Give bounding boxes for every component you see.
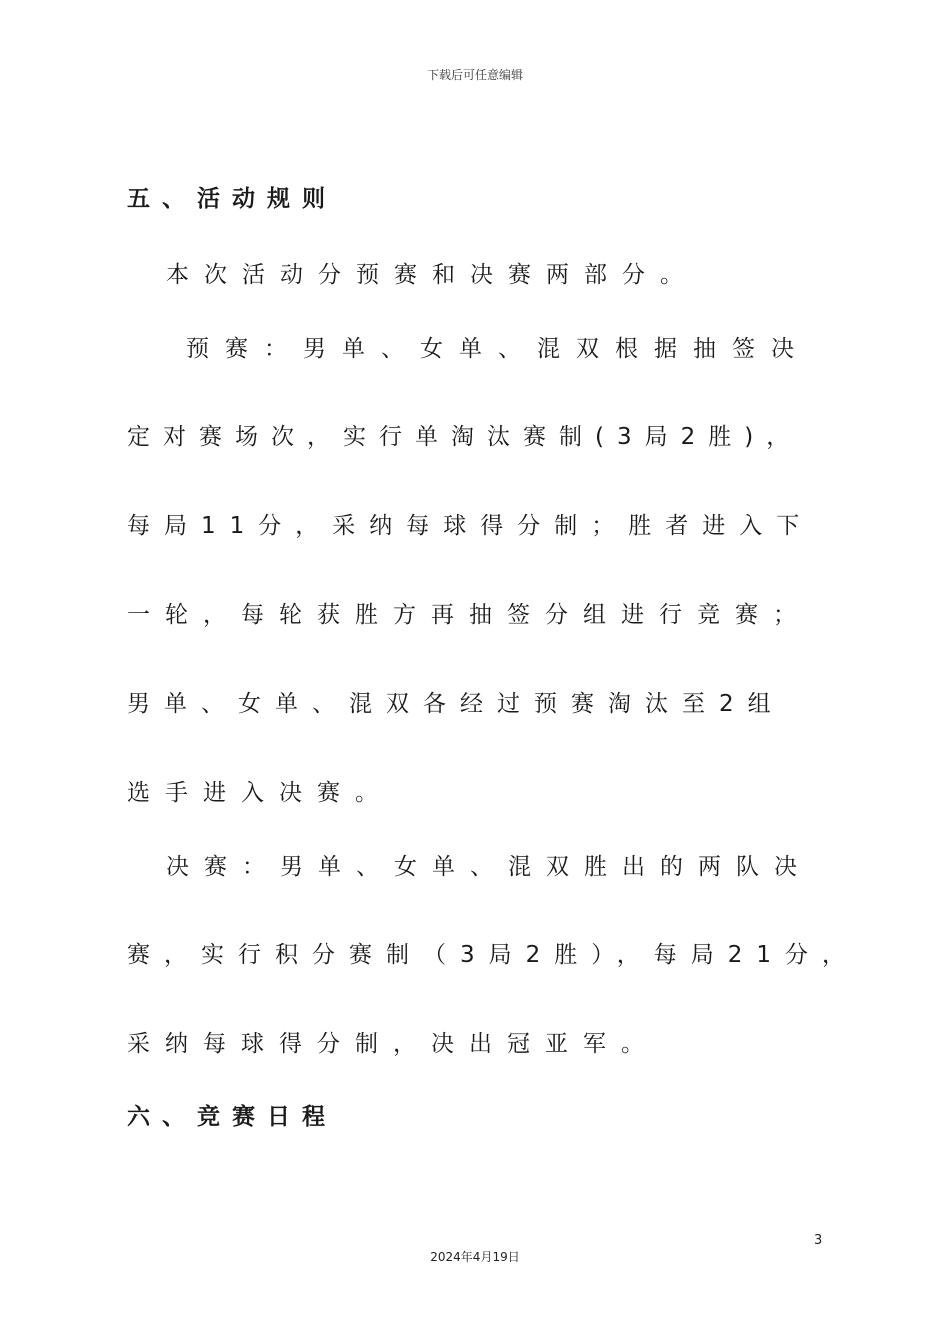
section-heading-rules: 五、活动规则 bbox=[127, 186, 337, 212]
footer-date: 2024年4月19日 bbox=[430, 1250, 520, 1264]
header-note: 下载后可任意编辑 bbox=[426, 68, 523, 82]
paragraph-line: 赛，实行积分赛制（3局2胜），每局21分， bbox=[127, 942, 860, 968]
paragraph-line: 采纳每球得分制，决出冠亚军。 bbox=[127, 1031, 659, 1057]
section-heading-schedule: 六、竞赛日程 bbox=[127, 1104, 337, 1130]
paragraph-line: 决赛：男单、女单、混双胜出的两队决 bbox=[166, 854, 812, 880]
paragraph-line: 选手进入决赛。 bbox=[127, 780, 393, 806]
paragraph-line: 一轮，每轮获胜方再抽签分组进行竞赛； bbox=[127, 602, 811, 628]
paragraph-line: 每局11分，采纳每球得分制；胜者进入下 bbox=[127, 513, 814, 539]
paragraph-line: 定对赛场次，实行单淘汰赛制(3局2胜)， bbox=[127, 424, 803, 450]
paragraph-line: 预赛：男单、女单、混双根据抽签决 bbox=[186, 336, 810, 362]
page-number: 3 bbox=[814, 1233, 823, 1248]
paragraph-line: 男单、女单、混双各经过预赛淘汰至2组 bbox=[127, 691, 785, 717]
paragraph-line: 本次活动分预赛和决赛两部分。 bbox=[166, 262, 698, 288]
